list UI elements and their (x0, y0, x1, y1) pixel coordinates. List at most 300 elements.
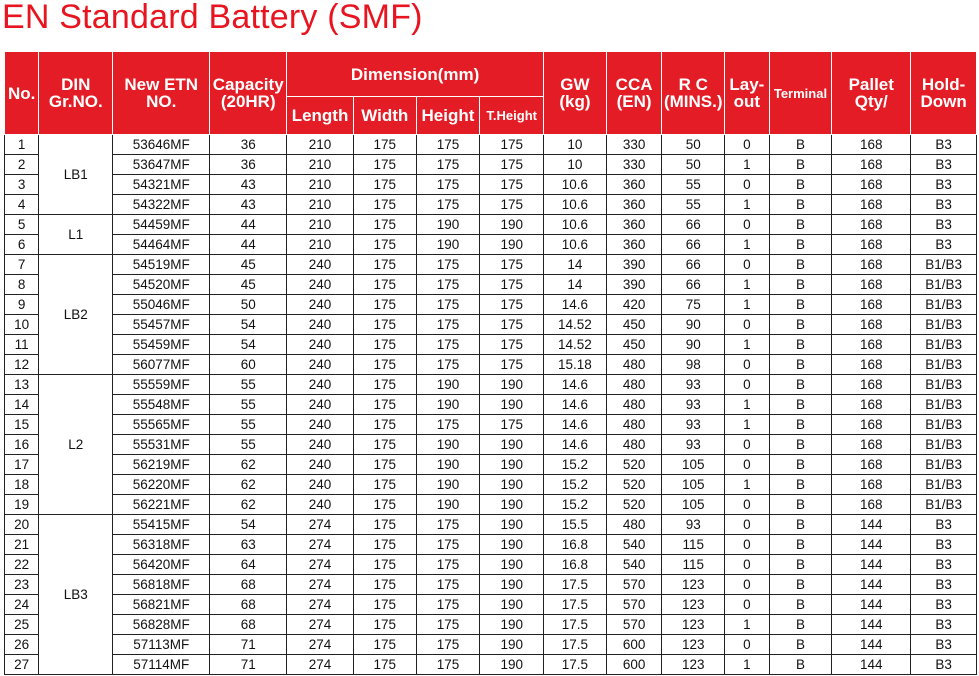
cell-length: 240 (287, 335, 354, 355)
table-row (5, 335, 977, 355)
cell-etn: 56818MF (113, 575, 210, 595)
cell-height: 175 (416, 175, 480, 195)
cell-pallet: 168 (832, 335, 911, 355)
cell-length: 240 (287, 275, 354, 295)
cell-layout: 0 (725, 495, 770, 515)
cell-layout: 0 (725, 575, 770, 595)
table-row (5, 595, 977, 615)
cell-pallet: 144 (832, 515, 911, 535)
table-row (5, 155, 977, 175)
cell-gw: 14.6 (544, 295, 607, 315)
cell-layout: 0 (725, 355, 770, 375)
cell-layout: 0 (725, 635, 770, 655)
cell-width: 175 (353, 395, 416, 415)
header-pallet: Pallet Qty/ (832, 52, 911, 135)
cell-cca: 480 (606, 515, 662, 535)
cell-pallet: 168 (832, 135, 911, 155)
cell-etn: 56821MF (113, 595, 210, 615)
cell-layout: 0 (725, 375, 770, 395)
cell-capacity: 55 (210, 375, 287, 395)
cell-terminal: B (769, 495, 832, 515)
table-row (5, 135, 977, 155)
cell-gw: 10.6 (544, 195, 607, 215)
cell-t-height: 190 (480, 215, 544, 235)
table-row (5, 355, 977, 375)
cell-rc: 98 (662, 355, 725, 375)
cell-terminal: B (769, 595, 832, 615)
cell-capacity: 44 (210, 215, 287, 235)
cell-length: 240 (287, 475, 354, 495)
cell-length: 240 (287, 355, 354, 375)
page-title: EN Standard Battery (SMF) (2, 0, 423, 36)
cell-hold-down: B3 (911, 535, 977, 555)
cell-gw: 16.8 (544, 555, 607, 575)
table-row (5, 375, 977, 395)
cell-gw: 14.6 (544, 415, 607, 435)
cell-gw: 14.52 (544, 335, 607, 355)
table-row (5, 615, 977, 635)
cell-length: 240 (287, 495, 354, 515)
cell-pallet: 168 (832, 255, 911, 275)
cell-gw: 14.6 (544, 395, 607, 415)
cell-terminal: B (769, 275, 832, 295)
table-row (5, 635, 977, 655)
cell-length: 210 (287, 175, 354, 195)
header-t-height: T.Height (480, 97, 544, 135)
cell-rc: 55 (662, 175, 725, 195)
cell-pallet: 168 (832, 155, 911, 175)
cell-etn: 56221MF (113, 495, 210, 515)
header-hold-down: Hold- Down (911, 52, 977, 135)
cell-height: 190 (416, 435, 480, 455)
cell-gw: 15.18 (544, 355, 607, 375)
cell-pallet: 168 (832, 175, 911, 195)
cell-no: 4 (5, 195, 39, 215)
cell-layout: 1 (725, 295, 770, 315)
cell-height: 190 (416, 235, 480, 255)
cell-no: 25 (5, 615, 39, 635)
cell-terminal: B (769, 415, 832, 435)
cell-layout: 0 (725, 255, 770, 275)
cell-t-height: 190 (480, 555, 544, 575)
cell-gw: 17.5 (544, 575, 607, 595)
cell-no: 20 (5, 515, 39, 535)
cell-length: 274 (287, 655, 354, 675)
cell-pallet: 144 (832, 635, 911, 655)
cell-no: 11 (5, 335, 39, 355)
cell-hold-down: B3 (911, 615, 977, 635)
cell-cca: 520 (606, 455, 662, 475)
cell-hold-down: B3 (911, 635, 977, 655)
cell-etn: 54459MF (113, 215, 210, 235)
cell-rc: 90 (662, 315, 725, 335)
cell-cca: 330 (606, 155, 662, 175)
cell-terminal: B (769, 355, 832, 375)
cell-terminal: B (769, 135, 832, 155)
table-row (5, 395, 977, 415)
table-row (5, 415, 977, 435)
cell-height: 175 (416, 515, 480, 535)
cell-no: 1 (5, 135, 39, 155)
cell-length: 240 (287, 375, 354, 395)
cell-pallet: 168 (832, 455, 911, 475)
cell-rc: 50 (662, 155, 725, 175)
cell-pallet: 144 (832, 555, 911, 575)
cell-t-height: 190 (480, 535, 544, 555)
cell-width: 175 (353, 215, 416, 235)
cell-height: 175 (416, 635, 480, 655)
cell-length: 240 (287, 255, 354, 275)
cell-hold-down: B3 (911, 515, 977, 535)
cell-hold-down: B1/B3 (911, 455, 977, 475)
cell-cca: 570 (606, 575, 662, 595)
cell-hold-down: B1/B3 (911, 295, 977, 315)
cell-rc: 50 (662, 135, 725, 155)
cell-etn: 54519MF (113, 255, 210, 275)
cell-height: 175 (416, 555, 480, 575)
cell-t-height: 190 (480, 495, 544, 515)
cell-t-height: 175 (480, 175, 544, 195)
cell-height: 175 (416, 195, 480, 215)
cell-pallet: 144 (832, 655, 911, 675)
cell-terminal: B (769, 315, 832, 335)
cell-capacity: 68 (210, 595, 287, 615)
cell-etn: 54464MF (113, 235, 210, 255)
cell-width: 175 (353, 315, 416, 335)
cell-length: 210 (287, 195, 354, 215)
cell-layout: 1 (725, 195, 770, 215)
cell-etn: 56420MF (113, 555, 210, 575)
cell-t-height: 190 (480, 635, 544, 655)
cell-width: 175 (353, 495, 416, 515)
cell-hold-down: B1/B3 (911, 495, 977, 515)
cell-height: 175 (416, 535, 480, 555)
cell-pallet: 144 (832, 615, 911, 635)
cell-t-height: 190 (480, 395, 544, 415)
cell-pallet: 144 (832, 535, 911, 555)
cell-gw: 14 (544, 255, 607, 275)
cell-rc: 115 (662, 535, 725, 555)
cell-height: 175 (416, 355, 480, 375)
cell-pallet: 144 (832, 595, 911, 615)
cell-hold-down: B3 (911, 235, 977, 255)
cell-width: 175 (353, 475, 416, 495)
cell-layout: 0 (725, 595, 770, 615)
table-row (5, 255, 977, 275)
cell-layout: 0 (725, 555, 770, 575)
cell-cca: 480 (606, 435, 662, 455)
cell-t-height: 175 (480, 275, 544, 295)
cell-gw: 14.6 (544, 435, 607, 455)
cell-gw: 17.5 (544, 655, 607, 675)
cell-hold-down: B1/B3 (911, 375, 977, 395)
cell-din-group: L2 (39, 375, 113, 515)
cell-no: 7 (5, 255, 39, 275)
cell-width: 175 (353, 375, 416, 395)
cell-no: 15 (5, 415, 39, 435)
cell-layout: 0 (725, 455, 770, 475)
cell-din-group: L1 (39, 215, 113, 255)
cell-t-height: 175 (480, 415, 544, 435)
table-row (5, 275, 977, 295)
cell-rc: 105 (662, 495, 725, 515)
cell-no: 5 (5, 215, 39, 235)
header-terminal: Terminal (769, 52, 832, 135)
header-width: Width (353, 97, 416, 135)
cell-capacity: 54 (210, 315, 287, 335)
cell-pallet: 168 (832, 315, 911, 335)
cell-length: 210 (287, 155, 354, 175)
cell-no: 10 (5, 315, 39, 335)
table-row (5, 655, 977, 675)
cell-terminal: B (769, 395, 832, 415)
cell-rc: 93 (662, 515, 725, 535)
cell-terminal: B (769, 655, 832, 675)
cell-t-height: 175 (480, 195, 544, 215)
cell-gw: 15.2 (544, 455, 607, 475)
cell-pallet: 168 (832, 495, 911, 515)
header-gw: GW (kg) (544, 52, 607, 135)
cell-terminal: B (769, 535, 832, 555)
cell-length: 274 (287, 515, 354, 535)
cell-din-group: LB1 (39, 135, 113, 215)
cell-pallet: 168 (832, 275, 911, 295)
cell-hold-down: B3 (911, 595, 977, 615)
header-length: Length (287, 97, 354, 135)
cell-hold-down: B1/B3 (911, 315, 977, 335)
cell-width: 175 (353, 335, 416, 355)
cell-layout: 0 (725, 435, 770, 455)
cell-terminal: B (769, 175, 832, 195)
cell-rc: 105 (662, 475, 725, 495)
cell-etn: 57114MF (113, 655, 210, 675)
cell-no: 12 (5, 355, 39, 375)
cell-width: 175 (353, 275, 416, 295)
table-row (5, 195, 977, 215)
cell-gw: 17.5 (544, 595, 607, 615)
cell-capacity: 55 (210, 395, 287, 415)
cell-cca: 540 (606, 535, 662, 555)
cell-hold-down: B1/B3 (911, 275, 977, 295)
cell-no: 18 (5, 475, 39, 495)
cell-cca: 360 (606, 195, 662, 215)
cell-gw: 14.52 (544, 315, 607, 335)
cell-width: 175 (353, 435, 416, 455)
cell-gw: 10.6 (544, 215, 607, 235)
cell-pallet: 168 (832, 355, 911, 375)
cell-etn: 55457MF (113, 315, 210, 335)
cell-terminal: B (769, 615, 832, 635)
cell-hold-down: B1/B3 (911, 415, 977, 435)
cell-rc: 123 (662, 575, 725, 595)
cell-pallet: 168 (832, 435, 911, 455)
cell-cca: 540 (606, 555, 662, 575)
cell-length: 274 (287, 635, 354, 655)
cell-cca: 390 (606, 275, 662, 295)
cell-layout: 1 (725, 415, 770, 435)
cell-rc: 123 (662, 655, 725, 675)
cell-cca: 600 (606, 635, 662, 655)
cell-terminal: B (769, 575, 832, 595)
cell-layout: 0 (725, 515, 770, 535)
cell-length: 210 (287, 215, 354, 235)
cell-terminal: B (769, 195, 832, 215)
table-row (5, 435, 977, 455)
cell-no: 3 (5, 175, 39, 195)
cell-no: 2 (5, 155, 39, 175)
cell-width: 175 (353, 195, 416, 215)
header-cca: CCA (EN) (606, 52, 662, 135)
cell-etn: 57113MF (113, 635, 210, 655)
cell-layout: 1 (725, 475, 770, 495)
table-row (5, 295, 977, 315)
cell-capacity: 60 (210, 355, 287, 375)
cell-gw: 14.6 (544, 375, 607, 395)
cell-width: 175 (353, 155, 416, 175)
cell-capacity: 55 (210, 415, 287, 435)
header-dimension: Dimension(mm) (287, 52, 544, 97)
cell-capacity: 64 (210, 555, 287, 575)
cell-capacity: 44 (210, 235, 287, 255)
cell-hold-down: B1/B3 (911, 395, 977, 415)
cell-cca: 520 (606, 495, 662, 515)
cell-capacity: 50 (210, 295, 287, 315)
table-row (5, 495, 977, 515)
cell-gw: 15.2 (544, 495, 607, 515)
cell-height: 175 (416, 335, 480, 355)
cell-etn: 56077MF (113, 355, 210, 375)
header-layout: Lay- out (725, 52, 770, 135)
cell-etn: 54520MF (113, 275, 210, 295)
cell-cca: 480 (606, 355, 662, 375)
cell-pallet: 168 (832, 415, 911, 435)
cell-height: 175 (416, 155, 480, 175)
cell-din-group: LB2 (39, 255, 113, 375)
cell-no: 14 (5, 395, 39, 415)
cell-terminal: B (769, 215, 832, 235)
cell-layout: 0 (725, 315, 770, 335)
cell-etn: 56318MF (113, 535, 210, 555)
cell-gw: 10 (544, 135, 607, 155)
cell-length: 240 (287, 315, 354, 335)
table-row (5, 535, 977, 555)
cell-capacity: 36 (210, 155, 287, 175)
cell-rc: 105 (662, 455, 725, 475)
cell-width: 175 (353, 535, 416, 555)
table-row (5, 575, 977, 595)
cell-height: 190 (416, 455, 480, 475)
header-etn: New ETN NO. (113, 52, 210, 135)
cell-etn: 55565MF (113, 415, 210, 435)
cell-capacity: 63 (210, 535, 287, 555)
cell-height: 190 (416, 395, 480, 415)
cell-width: 175 (353, 415, 416, 435)
cell-pallet: 168 (832, 235, 911, 255)
cell-etn: 55415MF (113, 515, 210, 535)
cell-no: 16 (5, 435, 39, 455)
cell-t-height: 175 (480, 255, 544, 275)
cell-rc: 93 (662, 375, 725, 395)
cell-cca: 480 (606, 395, 662, 415)
cell-layout: 0 (725, 215, 770, 235)
cell-rc: 90 (662, 335, 725, 355)
cell-etn: 54322MF (113, 195, 210, 215)
cell-layout: 1 (725, 615, 770, 635)
cell-length: 274 (287, 615, 354, 635)
cell-height: 175 (416, 135, 480, 155)
cell-layout: 1 (725, 155, 770, 175)
cell-height: 190 (416, 215, 480, 235)
cell-cca: 330 (606, 135, 662, 155)
cell-height: 190 (416, 495, 480, 515)
cell-layout: 0 (725, 175, 770, 195)
cell-gw: 10.6 (544, 175, 607, 195)
cell-cca: 520 (606, 475, 662, 495)
cell-capacity: 54 (210, 515, 287, 535)
cell-t-height: 190 (480, 435, 544, 455)
cell-no: 17 (5, 455, 39, 475)
cell-terminal: B (769, 635, 832, 655)
cell-width: 175 (353, 615, 416, 635)
cell-length: 210 (287, 235, 354, 255)
table-row (5, 215, 977, 235)
cell-no: 27 (5, 655, 39, 675)
cell-etn: 56220MF (113, 475, 210, 495)
cell-height: 190 (416, 375, 480, 395)
cell-layout: 1 (725, 235, 770, 255)
header-din: DIN Gr.NO. (39, 52, 113, 135)
cell-rc: 93 (662, 395, 725, 415)
cell-t-height: 190 (480, 475, 544, 495)
cell-capacity: 71 (210, 655, 287, 675)
table-row (5, 315, 977, 335)
cell-etn: 55559MF (113, 375, 210, 395)
cell-capacity: 68 (210, 575, 287, 595)
battery-spec-table (4, 51, 977, 675)
cell-gw: 15.2 (544, 475, 607, 495)
cell-capacity: 45 (210, 255, 287, 275)
cell-etn: 55531MF (113, 435, 210, 455)
cell-hold-down: B1/B3 (911, 475, 977, 495)
cell-din-group: LB3 (39, 515, 113, 675)
cell-pallet: 168 (832, 295, 911, 315)
cell-terminal: B (769, 515, 832, 535)
cell-height: 175 (416, 275, 480, 295)
cell-gw: 16.8 (544, 535, 607, 555)
cell-hold-down: B3 (911, 215, 977, 235)
cell-cca: 480 (606, 375, 662, 395)
cell-no: 19 (5, 495, 39, 515)
cell-height: 190 (416, 475, 480, 495)
cell-layout: 0 (725, 535, 770, 555)
cell-height: 175 (416, 655, 480, 675)
cell-width: 175 (353, 175, 416, 195)
cell-etn: 56219MF (113, 455, 210, 475)
table-row (5, 455, 977, 475)
cell-hold-down: B1/B3 (911, 435, 977, 455)
cell-t-height: 175 (480, 135, 544, 155)
cell-etn: 54321MF (113, 175, 210, 195)
cell-terminal: B (769, 375, 832, 395)
table-row (5, 235, 977, 255)
cell-length: 274 (287, 575, 354, 595)
cell-length: 210 (287, 135, 354, 155)
cell-hold-down: B3 (911, 655, 977, 675)
cell-height: 175 (416, 595, 480, 615)
cell-layout: 1 (725, 655, 770, 675)
cell-capacity: 36 (210, 135, 287, 155)
cell-cca: 420 (606, 295, 662, 315)
